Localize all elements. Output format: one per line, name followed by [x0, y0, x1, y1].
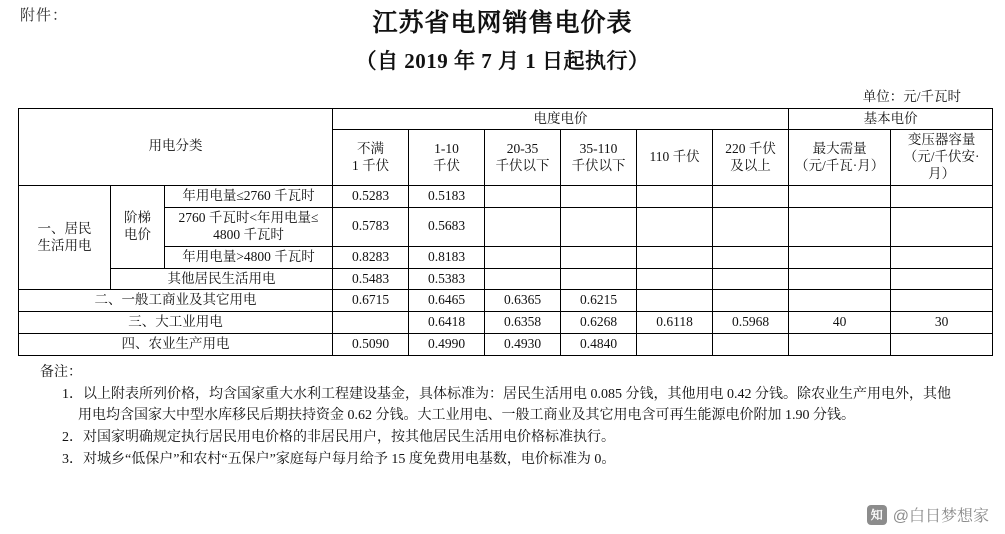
page-subtitle: （自 2019 年 7 月 1 日起执行） — [355, 48, 650, 73]
large-industry-220kv: 0.5968 — [713, 312, 789, 334]
tier-2-max-demand — [789, 207, 891, 246]
note-item-1-line1: 1．以上附表所列价格，均含国家重大水利工程建设基金，具体标准为：居民生活用电 0.085 分钱，其他用电 0.42 分钱。除农业生产用电外，其他 — [62, 387, 951, 402]
other-residential-1-10kv: 0.5383 — [409, 268, 485, 290]
large-industry-35-110kv: 0.6268 — [561, 312, 637, 334]
header-col-under-1kv — [333, 130, 409, 186]
header-col-220kv-line2: 及以上 — [730, 157, 771, 173]
tier-3-35-110kv — [561, 246, 637, 268]
header-col-transformer-capacity-line2: （元/千伏安·月） — [903, 149, 980, 182]
agriculture-20-35kv: 0.4930 — [485, 334, 561, 356]
table-row — [19, 268, 993, 290]
document-page — [0, 8, 1005, 534]
tier-1-35-110kv — [561, 186, 637, 208]
other-residential-110kv — [637, 268, 713, 290]
note-item-1-line2: 用电均含国家大中型水库移民后期扶持资金 0.62 分钱。大工业用电、一般工商业及其它用电含可再生能源电价附加 1.90 分钱。 — [78, 408, 855, 423]
row-label-residential-line2: 生活用电 — [37, 237, 92, 253]
agriculture-under-1kv: 0.5090 — [333, 334, 409, 356]
header-col-20-35kv-line1: 20-35 — [506, 140, 539, 156]
row-label-large-industry: 三、大工业用电 — [19, 312, 333, 334]
header-col-under-1kv-line2: 1 千伏 — [351, 157, 390, 173]
other-residential-label: 其他居民生活用电 — [111, 268, 333, 290]
header-col-1-10kv-line1: 1-10 — [434, 140, 459, 156]
row-label-tier-price-line2: 电价 — [124, 226, 151, 242]
agriculture-transformer-capacity — [891, 334, 993, 356]
header-col-max-demand-line1: 最大需量 — [812, 140, 867, 156]
tier-2-220kv — [713, 207, 789, 246]
large-industry-max-demand: 40 — [789, 312, 891, 334]
general-commercial-max-demand — [789, 290, 891, 312]
tier-2-under-1kv: 0.5783 — [333, 207, 409, 246]
tier-2-1-10kv: 0.5683 — [409, 207, 485, 246]
tier-2-20-35kv — [485, 207, 561, 246]
header-category: 用电分类 — [19, 108, 333, 186]
header-col-220kv — [713, 130, 789, 186]
table-row — [19, 186, 993, 208]
header-col-110kv: 110 千伏 — [637, 130, 713, 186]
other-residential-20-35kv — [485, 268, 561, 290]
table-row — [19, 334, 993, 356]
header-col-under-1kv-line1: 不满 — [357, 140, 385, 156]
large-industry-110kv: 0.6118 — [637, 312, 713, 334]
header-col-max-demand-line2: （元/千瓦·月） — [794, 157, 885, 173]
table-row — [19, 207, 993, 246]
agriculture-1-10kv: 0.4990 — [409, 334, 485, 356]
zhihu-logo-icon: 知 — [867, 505, 887, 525]
header-col-20-35kv — [485, 130, 561, 186]
other-residential-35-110kv — [561, 268, 637, 290]
note-item-3: 3．对城乡“低保户”和农村“五保户”家庭每户每月给予 15 度免费用电基数，电价标准为 0。 — [62, 452, 616, 467]
header-col-1-10kv-line2: 千伏 — [433, 157, 461, 173]
tier-2-label-line2: 4800 千瓦时 — [213, 226, 284, 242]
header-col-35-110kv — [561, 130, 637, 186]
tier-1-max-demand — [789, 186, 891, 208]
large-industry-under-1kv — [333, 312, 409, 334]
agriculture-35-110kv: 0.4840 — [561, 334, 637, 356]
tier-3-transformer-capacity — [891, 246, 993, 268]
tier-2-label — [165, 207, 333, 246]
header-col-220kv-line1: 220 千伏 — [725, 140, 776, 156]
general-commercial-110kv — [637, 290, 713, 312]
tier-2-transformer-capacity — [891, 207, 993, 246]
general-commercial-20-35kv: 0.6365 — [485, 290, 561, 312]
table-row — [19, 246, 993, 268]
watermark-text: @白日梦想家 — [892, 508, 989, 525]
large-industry-transformer-capacity: 30 — [891, 312, 993, 334]
tier-1-220kv — [713, 186, 789, 208]
row-label-general-commercial: 二、一般工商业及其它用电 — [19, 290, 333, 312]
header-col-1-10kv — [409, 130, 485, 186]
general-commercial-transformer-capacity — [891, 290, 993, 312]
page-title: 江苏省电网销售电价表 — [372, 10, 633, 37]
header-col-transformer-capacity — [891, 130, 993, 186]
tier-1-1-10kv: 0.5183 — [409, 186, 485, 208]
agriculture-110kv — [637, 334, 713, 356]
tier-1-transformer-capacity — [891, 186, 993, 208]
tier-3-220kv — [713, 246, 789, 268]
tier-2-label-line1: 2760 千瓦时<年用电量≤ — [178, 209, 319, 225]
notes-title: 备注： — [40, 365, 82, 380]
row-label-residential-line1: 一、居民 — [37, 220, 92, 236]
row-label-tier-price-line1: 阶梯 — [124, 209, 151, 225]
general-commercial-220kv — [713, 290, 789, 312]
notes-section — [40, 362, 987, 470]
tier-3-20-35kv — [485, 246, 561, 268]
table-row — [19, 290, 993, 312]
row-label-tier-price — [111, 186, 165, 269]
row-label-residential — [19, 186, 111, 290]
agriculture-220kv — [713, 334, 789, 356]
watermark — [867, 503, 989, 526]
header-col-35-110kv-line2: 千伏以下 — [571, 157, 626, 173]
large-industry-1-10kv: 0.6418 — [409, 312, 485, 334]
header-col-20-35kv-line2: 千伏以下 — [495, 157, 550, 173]
note-item-2: 2．对国家明确规定执行居民用电价格的非居民用户，按其他居民生活用电价格标准执行。 — [62, 430, 615, 445]
tier-3-110kv — [637, 246, 713, 268]
general-commercial-1-10kv: 0.6465 — [409, 290, 485, 312]
agriculture-max-demand — [789, 334, 891, 356]
header-col-transformer-capacity-line1: 变压器容量 — [907, 132, 976, 148]
price-table — [18, 108, 993, 357]
header-energy-price-group: 电度电价 — [333, 108, 789, 130]
note-item-1 — [40, 384, 987, 426]
tier-3-1-10kv: 0.8183 — [409, 246, 485, 268]
large-industry-20-35kv: 0.6358 — [485, 312, 561, 334]
general-commercial-under-1kv: 0.6715 — [333, 290, 409, 312]
attachment-note: 附件： — [20, 8, 69, 24]
tier-3-max-demand — [789, 246, 891, 268]
unit-label: 单位：元/千瓦时 — [862, 88, 961, 104]
other-residential-max-demand — [789, 268, 891, 290]
table-header-row-1 — [19, 108, 993, 130]
tier-3-label: 年用电量>4800 千瓦时 — [165, 246, 333, 268]
other-residential-transformer-capacity — [891, 268, 993, 290]
row-label-agriculture: 四、农业生产用电 — [19, 334, 333, 356]
other-residential-220kv — [713, 268, 789, 290]
tier-2-110kv — [637, 207, 713, 246]
tier-2-35-110kv — [561, 207, 637, 246]
tier-1-20-35kv — [485, 186, 561, 208]
tier-3-under-1kv: 0.8283 — [333, 246, 409, 268]
tier-1-110kv — [637, 186, 713, 208]
table-row — [19, 312, 993, 334]
general-commercial-35-110kv: 0.6215 — [561, 290, 637, 312]
tier-1-under-1kv: 0.5283 — [333, 186, 409, 208]
header-basic-price-group: 基本电价 — [789, 108, 993, 130]
other-residential-under-1kv: 0.5483 — [333, 268, 409, 290]
header-col-35-110kv-line1: 35-110 — [579, 140, 618, 156]
tier-1-label: 年用电量≤2760 千瓦时 — [165, 186, 333, 208]
header-col-max-demand — [789, 130, 891, 186]
